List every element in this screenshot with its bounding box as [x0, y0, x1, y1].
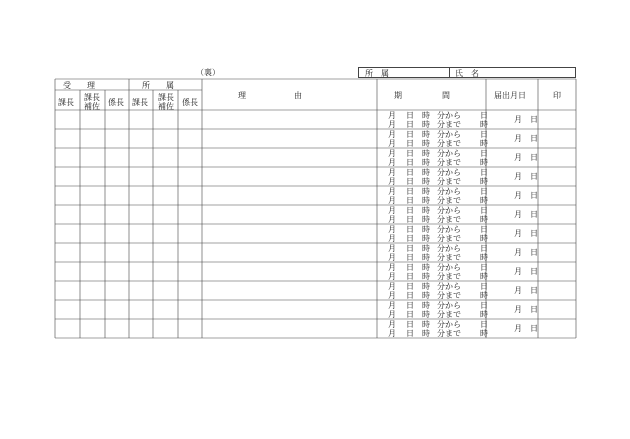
- todokede-date-cell: 月 日: [514, 286, 538, 295]
- period-from-text: 分から: [437, 130, 461, 139]
- period-from-text: 日: [406, 263, 414, 272]
- period-to-text: 時: [422, 328, 430, 338]
- period-from-text: 日: [480, 282, 488, 291]
- kikan-header: 期 間: [394, 91, 450, 100]
- period-from-text: 時: [422, 263, 430, 272]
- period-from-text: 時: [422, 244, 430, 253]
- todokede-date-cell: 月 日: [514, 191, 538, 200]
- todokede-date-cell: 月 日: [514, 153, 538, 162]
- period-to-text: 時: [422, 233, 430, 243]
- period-from-text: 日: [406, 282, 414, 291]
- period-to-text: 分まで: [437, 271, 461, 281]
- period-from-text: 日: [480, 130, 488, 139]
- period-from-text: 日: [480, 244, 488, 253]
- period-to-text: 時: [480, 119, 488, 129]
- period-to-text: 日: [406, 195, 414, 205]
- period-to-text: 日: [406, 233, 414, 243]
- period-from-text: 月: [388, 149, 396, 158]
- period-from-text: 分から: [437, 149, 461, 158]
- period-to-text: 月: [388, 233, 396, 243]
- period-to-text: 時: [422, 138, 430, 148]
- period-from-text: 分から: [437, 301, 461, 310]
- period-to-text: 分まで: [437, 233, 461, 243]
- period-to-text: 日: [406, 138, 414, 148]
- todokede-date-cell: 月 日: [514, 229, 538, 238]
- period-from-text: 時: [422, 130, 430, 139]
- period-from-text: 月: [388, 206, 396, 215]
- period-from-text: 日: [406, 168, 414, 177]
- kachou-hosa-header-2b: 補佐: [158, 102, 174, 111]
- kachou-header-2: 課長: [132, 98, 148, 107]
- period-to-text: 日: [406, 271, 414, 281]
- period-from-text: 日: [480, 187, 488, 196]
- period-to-text: 日: [406, 157, 414, 167]
- period-to-text: 時: [480, 290, 488, 300]
- period-to-text: 時: [422, 176, 430, 186]
- period-from-text: 時: [422, 320, 430, 329]
- period-to-text: 時: [422, 119, 430, 129]
- form-heading: （裏）: [196, 68, 220, 77]
- period-from-text: 分から: [437, 168, 461, 177]
- period-to-text: 時: [480, 328, 488, 338]
- period-to-text: 分まで: [437, 309, 461, 319]
- period-to-text: 分まで: [437, 157, 461, 167]
- riyuu-header: 理 由: [238, 91, 302, 100]
- period-to-text: 日: [406, 252, 414, 262]
- todokede-date-cell: 月 日: [514, 210, 538, 219]
- todokede-date-cell: 月 日: [514, 248, 538, 257]
- period-from-text: 時: [422, 225, 430, 234]
- period-from-text: 時: [422, 187, 430, 196]
- period-to-text: 時: [422, 214, 430, 224]
- period-to-text: 時: [422, 157, 430, 167]
- period-from-text: 月: [388, 130, 396, 139]
- period-to-text: 時: [480, 309, 488, 319]
- kakarichou-header-1: 係長: [108, 98, 124, 107]
- period-from-text: 時: [422, 111, 430, 120]
- period-from-text: 日: [406, 130, 414, 139]
- period-to-text: 分まで: [437, 328, 461, 338]
- period-from-text: 日: [406, 225, 414, 234]
- period-from-text: 分から: [437, 263, 461, 272]
- period-to-text: 分まで: [437, 119, 461, 129]
- period-to-text: 分まで: [437, 252, 461, 262]
- period-from-text: 日: [406, 187, 414, 196]
- period-to-text: 月: [388, 176, 396, 186]
- period-to-text: 日: [406, 309, 414, 319]
- period-to-text: 月: [388, 290, 396, 300]
- period-to-text: 時: [422, 195, 430, 205]
- period-to-text: 月: [388, 252, 396, 262]
- period-from-text: 月: [388, 320, 396, 329]
- todokede-date-cell: 月 日: [514, 324, 538, 333]
- period-from-text: 時: [422, 149, 430, 158]
- todokede-date-header: 届出月日: [494, 91, 526, 100]
- period-from-text: 日: [480, 111, 488, 120]
- period-from-text: 分から: [437, 111, 461, 120]
- period-to-text: 時: [422, 252, 430, 262]
- period-to-text: 時: [480, 195, 488, 205]
- todokede-date-cell: 月 日: [514, 134, 538, 143]
- period-from-text: 日: [406, 320, 414, 329]
- period-to-text: 日: [406, 119, 414, 129]
- period-to-text: 分まで: [437, 290, 461, 300]
- period-from-text: 日: [406, 301, 414, 310]
- kachou-hosa-header-1a: 課長: [84, 93, 100, 102]
- in-header: 印: [553, 91, 561, 100]
- period-from-text: 月: [388, 187, 396, 196]
- period-to-text: 時: [480, 252, 488, 262]
- period-from-text: 日: [480, 206, 488, 215]
- period-to-text: 分まで: [437, 176, 461, 186]
- period-to-text: 日: [406, 290, 414, 300]
- period-from-text: 日: [480, 263, 488, 272]
- period-from-text: 日: [406, 111, 414, 120]
- period-to-text: 時: [422, 271, 430, 281]
- period-from-text: 日: [480, 320, 488, 329]
- kachou-header-1: 課長: [58, 98, 74, 107]
- period-to-text: 月: [388, 214, 396, 224]
- period-from-text: 日: [480, 168, 488, 177]
- period-from-text: 時: [422, 206, 430, 215]
- period-from-text: 日: [406, 244, 414, 253]
- period-to-text: 時: [480, 271, 488, 281]
- period-to-text: 時: [480, 138, 488, 148]
- affiliation-label: 所 属: [365, 69, 389, 78]
- period-to-text: 月: [388, 328, 396, 338]
- period-to-text: 時: [422, 309, 430, 319]
- period-from-text: 日: [480, 149, 488, 158]
- period-to-text: 日: [406, 176, 414, 186]
- period-from-text: 分から: [437, 225, 461, 234]
- period-from-text: 分から: [437, 206, 461, 215]
- period-from-text: 分から: [437, 282, 461, 291]
- period-to-text: 時: [480, 233, 488, 243]
- period-to-text: 時: [480, 176, 488, 186]
- period-to-text: 時: [422, 290, 430, 300]
- period-from-text: 月: [388, 263, 396, 272]
- period-to-text: 月: [388, 309, 396, 319]
- kakarichou-header-2: 係長: [182, 98, 198, 107]
- period-from-text: 日: [480, 301, 488, 310]
- period-from-text: 時: [422, 168, 430, 177]
- period-from-text: 分から: [437, 320, 461, 329]
- period-from-text: 日: [406, 149, 414, 158]
- todokede-date-cell: 月 日: [514, 267, 538, 276]
- period-from-text: 月: [388, 225, 396, 234]
- period-to-text: 分まで: [437, 195, 461, 205]
- period-to-text: 月: [388, 195, 396, 205]
- period-to-text: 月: [388, 271, 396, 281]
- period-to-text: 日: [406, 328, 414, 338]
- period-from-text: 分から: [437, 187, 461, 196]
- period-to-text: 時: [480, 214, 488, 224]
- period-to-text: 月: [388, 119, 396, 129]
- period-from-text: 日: [406, 206, 414, 215]
- period-from-text: 月: [388, 111, 396, 120]
- period-from-text: 月: [388, 282, 396, 291]
- todokede-date-cell: 月 日: [514, 172, 538, 181]
- period-from-text: 月: [388, 244, 396, 253]
- shozoku-header: 所 属: [142, 81, 174, 90]
- period-from-text: 月: [388, 301, 396, 310]
- name-label: 氏 名: [455, 69, 479, 78]
- period-to-text: 日: [406, 214, 414, 224]
- period-from-text: 分から: [437, 244, 461, 253]
- period-from-text: 月: [388, 168, 396, 177]
- period-to-text: 月: [388, 138, 396, 148]
- period-to-text: 分まで: [437, 214, 461, 224]
- period-from-text: 時: [422, 282, 430, 291]
- todokede-date-cell: 月 日: [514, 305, 538, 314]
- period-to-text: 月: [388, 157, 396, 167]
- period-to-text: 分まで: [437, 138, 461, 148]
- period-from-text: 日: [480, 225, 488, 234]
- period-from-text: 時: [422, 301, 430, 310]
- uketsuke-header: 受 理: [63, 81, 95, 90]
- kachou-hosa-header-1b: 補佐: [84, 102, 100, 111]
- todokede-date-cell: 月 日: [514, 115, 538, 124]
- kachou-hosa-header-2a: 課長: [158, 93, 174, 102]
- period-to-text: 時: [480, 157, 488, 167]
